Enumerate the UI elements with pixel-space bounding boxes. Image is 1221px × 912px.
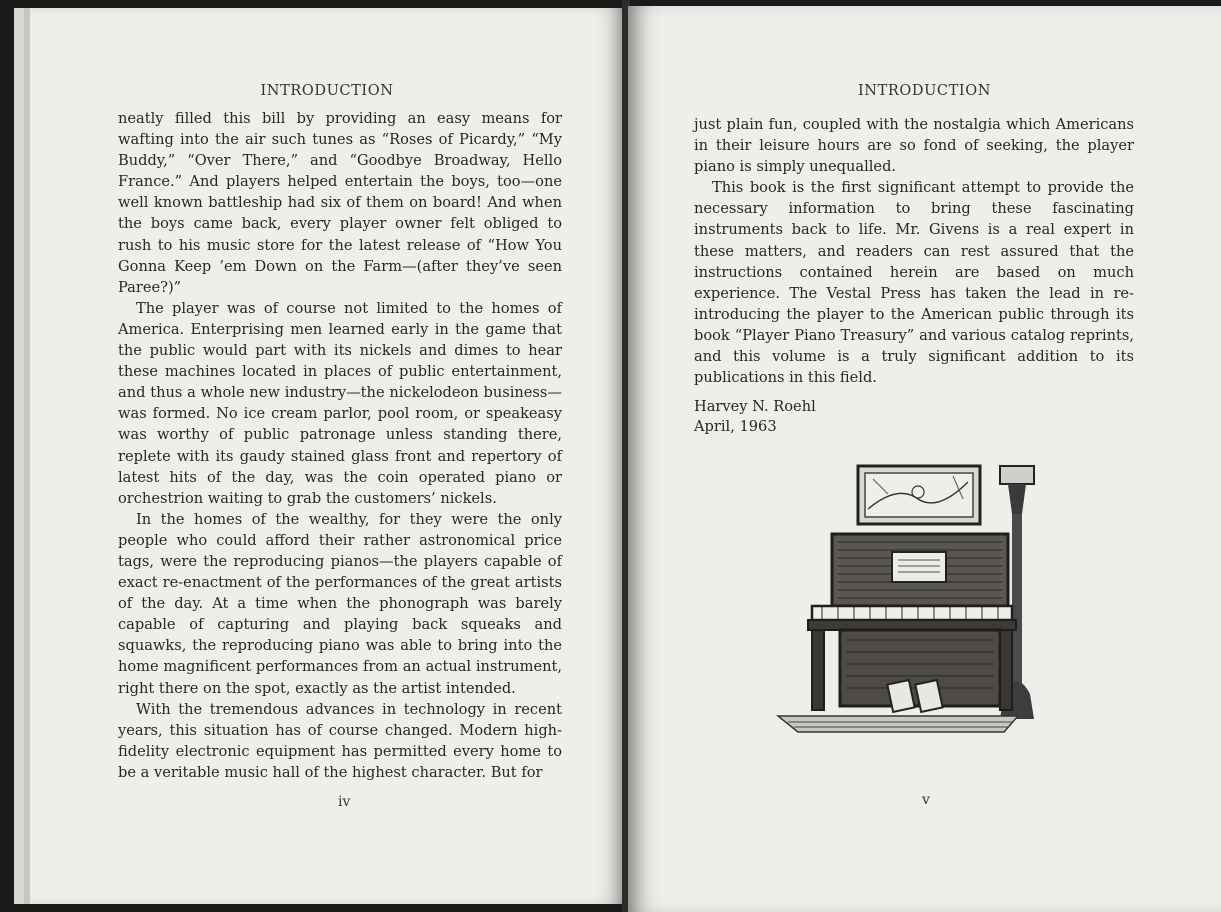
- signature-date: April, 1963: [694, 418, 777, 435]
- paragraph: With the tremendous advances in technology in recent years, this situation has of course changed. Modern high-fidelity electronic equipment has permitted every home to be a veritable music hall of the highest character. But for: [118, 700, 562, 781]
- running-head-left: INTRODUCTION: [260, 83, 394, 99]
- paragraph: The player was of course not limited to the homes of America. Enterprising men learned early in the game that the public would part with its nickels and dimes to hear these machines located in places of public entertainment, and thus a whole new industry—the nickelodeon business—was formed. No ice cream parlor, pool room, or speakeasy was worthy of public patronage unless standing there, replete with its gaudy stained glass front and repertory of latest hits of the day, was the coin operated piano or orchestrion waiting to grab the customers’ nickels.: [118, 299, 562, 507]
- paragraph: This book is the first significant attempt to provide the necessary information to bring these fascinating instruments back to life. Mr. Givens is a real expert in these matters, and readers can rest assured that the instructions contained herein are based on much experience. The Vestal Press has taken the lead in re-introducing the player to the American public through its book “Player Piano Treasury” and various catalog reprints, and this volume is a truly significant addition to its publications in this field.: [694, 179, 1134, 387]
- signature-name: Harvey N. Roehl: [694, 398, 816, 415]
- paragraph: In the homes of the wealthy, for they were the only people who could afford their rather astronomical price tags, were the reproducing pianos—the players capable of exact re-enactment of the performances of the great artists of the day. At a time when the phonograph was barely capable of capturing and playing back squeaks and squawks, the reproducing piano was able to bring into the home magnificent performances from an actual instrument, right there on the spot, exactly as the artist intended.: [118, 510, 562, 697]
- paragraph: just plain fun, coupled with the nostalgia which Americans in their leisure hours are so fond of seeking, the player piano is simply unequalled.: [694, 116, 1134, 176]
- paragraph: neatly filled this bill by providing an easy means for wafting into the air such tunes as “Roses of Picardy,” “My Buddy,” “Over There,” and “Goodbye Broadway, Hello France.” And players helped entertain the boys, too—one well known battleship had six of them on board! And when the boys came back, every player owner felt obliged to rush to his music store for the latest release of “How You Gonna Keep ’em Down on the Farm—(after they’ve seen Paree?)”: [118, 110, 562, 296]
- player-piano-illustration: [768, 454, 1078, 742]
- right-page: [628, 6, 1221, 912]
- left-body-text: [118, 108, 562, 783]
- left-page: [30, 8, 624, 904]
- page-number-right: v: [922, 792, 930, 808]
- signature-block: [694, 397, 816, 437]
- running-head-right: INTRODUCTION: [857, 83, 991, 99]
- page-number-left: iv: [338, 794, 351, 810]
- right-body-text: [694, 114, 1134, 388]
